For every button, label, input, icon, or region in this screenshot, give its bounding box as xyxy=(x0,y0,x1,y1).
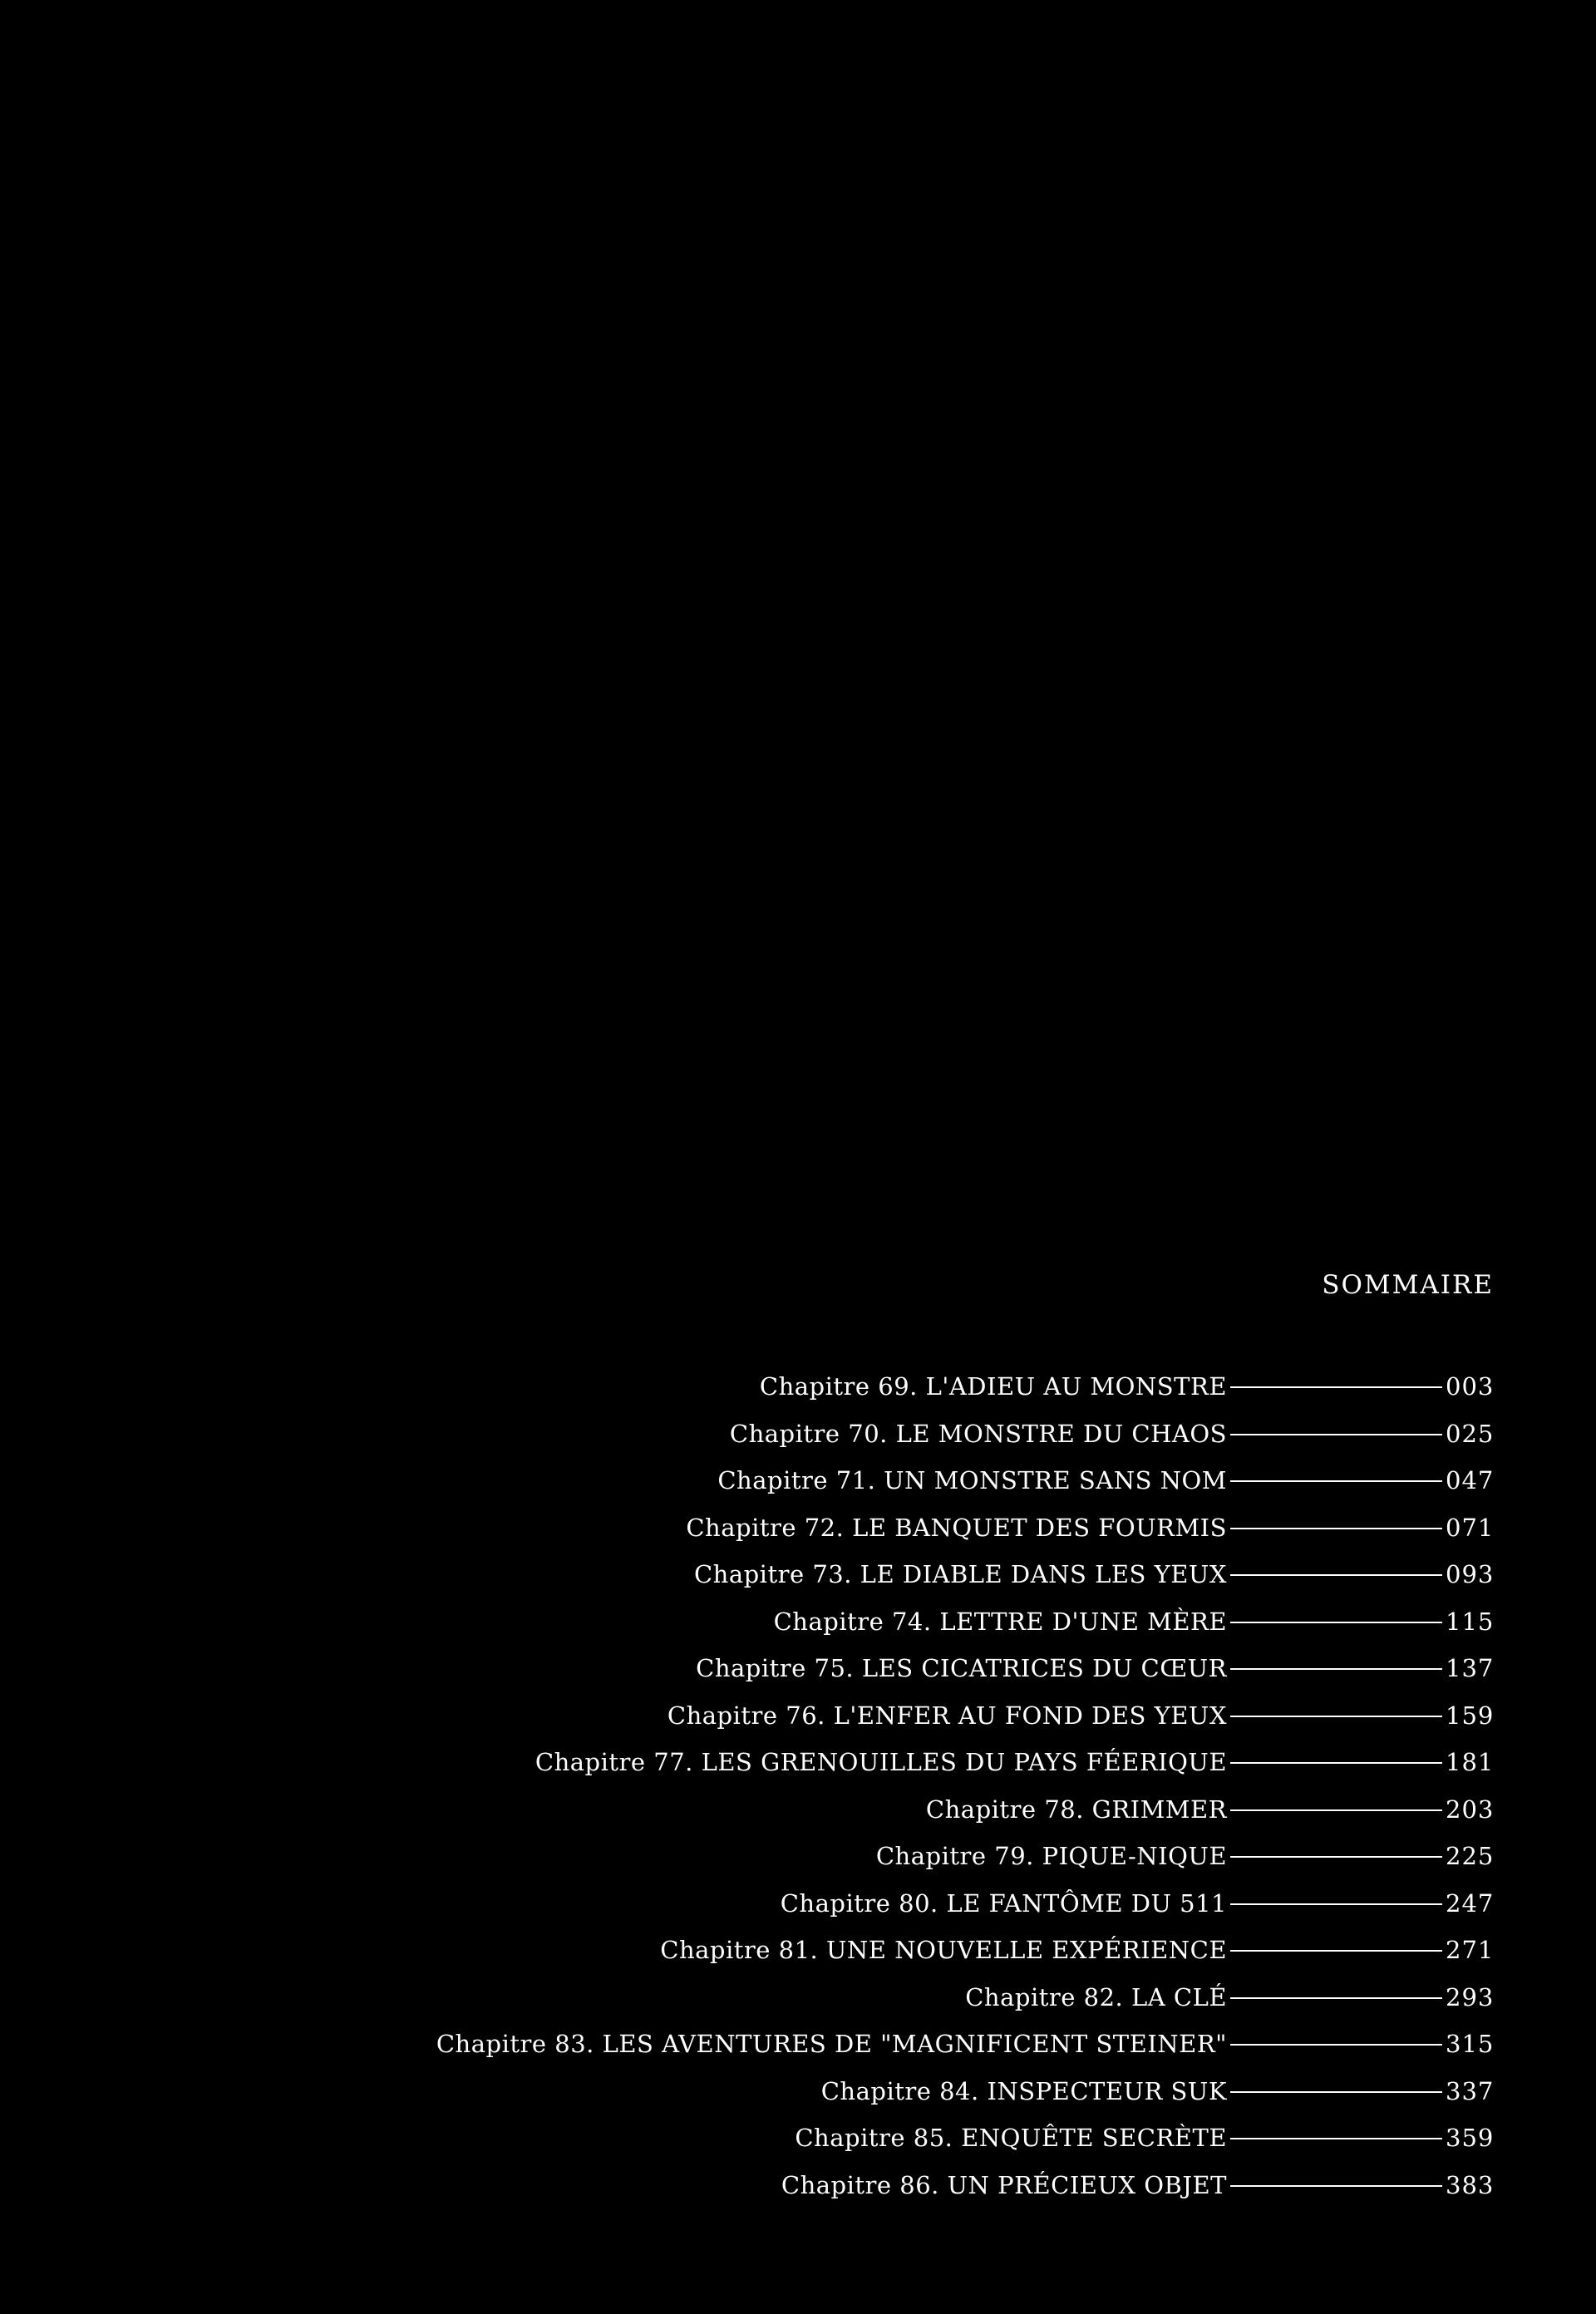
toc-leader-line xyxy=(1230,1622,1442,1623)
toc-entry-title: Chapitre 86. UN PRÉCIEUX OBJET xyxy=(781,2170,1227,2199)
toc-entry-title: Chapitre 71. UN MONSTRE SANS NOM xyxy=(717,1466,1227,1495)
toc-leader-line xyxy=(1230,1386,1442,1388)
toc-page-number: 071 xyxy=(1446,1513,1495,1542)
toc-entry xyxy=(247,1833,1494,1880)
toc-entry xyxy=(247,1598,1494,1646)
toc-page-number: 003 xyxy=(1446,1372,1495,1401)
toc-leader-line xyxy=(1230,1950,1442,1952)
toc-page-number: 271 xyxy=(1446,1936,1495,1965)
toc-page-number: 181 xyxy=(1446,1748,1495,1777)
toc-entry-title: Chapitre 83. LES AVENTURES DE "MAGNIFICENT STEINER" xyxy=(436,2030,1227,2059)
toc-entry-title: Chapitre 76. L'ENFER AU FOND DES YEUX xyxy=(667,1701,1227,1730)
toc-leader-line xyxy=(1230,1903,1442,1905)
toc-page-number: 247 xyxy=(1446,1888,1495,1918)
table-of-contents xyxy=(247,1363,1494,2208)
toc-entry-title: Chapitre 84. INSPECTEUR SUK xyxy=(820,2076,1227,2105)
toc-entry xyxy=(247,1692,1494,1740)
toc-entry-title: Chapitre 73. LE DIABLE DANS LES YEUX xyxy=(693,1560,1227,1589)
toc-page-number: 225 xyxy=(1446,1842,1495,1871)
toc-leader-line xyxy=(1230,1997,1442,1999)
toc-leader-line xyxy=(1230,1528,1442,1529)
toc-entry-title: Chapitre 85. ENQUÊTE SECRÈTE xyxy=(795,2124,1227,2153)
toc-entry xyxy=(247,1411,1494,1458)
toc-entry xyxy=(247,1739,1494,1786)
toc-page-number: 047 xyxy=(1446,1466,1495,1495)
toc-entry-title: Chapitre 75. LES CICATRICES DU CŒUR xyxy=(696,1654,1227,1683)
toc-page-number: 025 xyxy=(1446,1419,1495,1448)
toc-entry-title: Chapitre 81. UNE NOUVELLE EXPÉRIENCE xyxy=(660,1936,1227,1965)
toc-entry-title: Chapitre 79. PIQUE-NIQUE xyxy=(875,1842,1227,1871)
toc-entry xyxy=(247,1504,1494,1552)
toc-entry xyxy=(247,1974,1494,2021)
toc-entry xyxy=(247,1786,1494,1834)
toc-leader-line xyxy=(1230,1856,1442,1858)
toc-page-number: 337 xyxy=(1446,2076,1495,2105)
toc-page-number: 093 xyxy=(1446,1560,1495,1589)
toc-entry xyxy=(247,2068,1494,2115)
toc-leader-line xyxy=(1230,2138,1442,2139)
toc-leader-line xyxy=(1230,1434,1442,1435)
toc-entry xyxy=(247,1645,1494,1692)
toc-entry xyxy=(247,1551,1494,1598)
toc-entry xyxy=(247,2162,1494,2209)
toc-leader-line xyxy=(1230,1762,1442,1764)
toc-entry-title: Chapitre 70. LE MONSTRE DU CHAOS xyxy=(729,1419,1227,1448)
toc-entry-title: Chapitre 72. LE BANQUET DES FOURMIS xyxy=(686,1513,1227,1542)
toc-page-number: 293 xyxy=(1446,1982,1495,2011)
toc-leader-line xyxy=(1230,2091,1442,2093)
toc-entry-title: Chapitre 77. LES GRENOUILLES DU PAYS FÉERIQUE xyxy=(534,1748,1227,1777)
toc-leader-line xyxy=(1230,1574,1442,1576)
toc-leader-line xyxy=(1230,2044,1442,2046)
toc-page-number: 159 xyxy=(1446,1701,1495,1730)
toc-leader-line xyxy=(1230,1716,1442,1717)
toc-page-number: 203 xyxy=(1446,1795,1495,1824)
toc-entry xyxy=(247,2115,1494,2162)
toc-entry-title: Chapitre 78. GRIMMER xyxy=(925,1795,1227,1824)
toc-entry xyxy=(247,1880,1494,1928)
toc-page-number: 383 xyxy=(1446,2170,1495,2199)
toc-entry-title: Chapitre 69. L'ADIEU AU MONSTRE xyxy=(759,1372,1227,1401)
toc-entry xyxy=(247,2021,1494,2068)
toc-entry xyxy=(247,1457,1494,1504)
toc-entry xyxy=(247,1927,1494,1974)
toc-page-number: 359 xyxy=(1446,2124,1495,2153)
toc-leader-line xyxy=(1230,1809,1442,1811)
toc-page-number: 137 xyxy=(1446,1654,1495,1683)
toc-leader-line xyxy=(1230,1668,1442,1670)
toc-leader-line xyxy=(1230,1480,1442,1482)
toc-page-number: 315 xyxy=(1446,2030,1495,2059)
toc-entry-title: Chapitre 80. LE FANTÔME DU 511 xyxy=(780,1888,1227,1918)
toc-title: SOMMAIRE xyxy=(1322,1270,1494,1300)
toc-entry xyxy=(247,1363,1494,1411)
toc-entry-title: Chapitre 82. LA CLÉ xyxy=(965,1982,1227,2011)
toc-page-number: 115 xyxy=(1446,1607,1495,1636)
toc-leader-line xyxy=(1230,2185,1442,2187)
toc-entry-title: Chapitre 74. LETTRE D'UNE MÈRE xyxy=(773,1607,1227,1636)
